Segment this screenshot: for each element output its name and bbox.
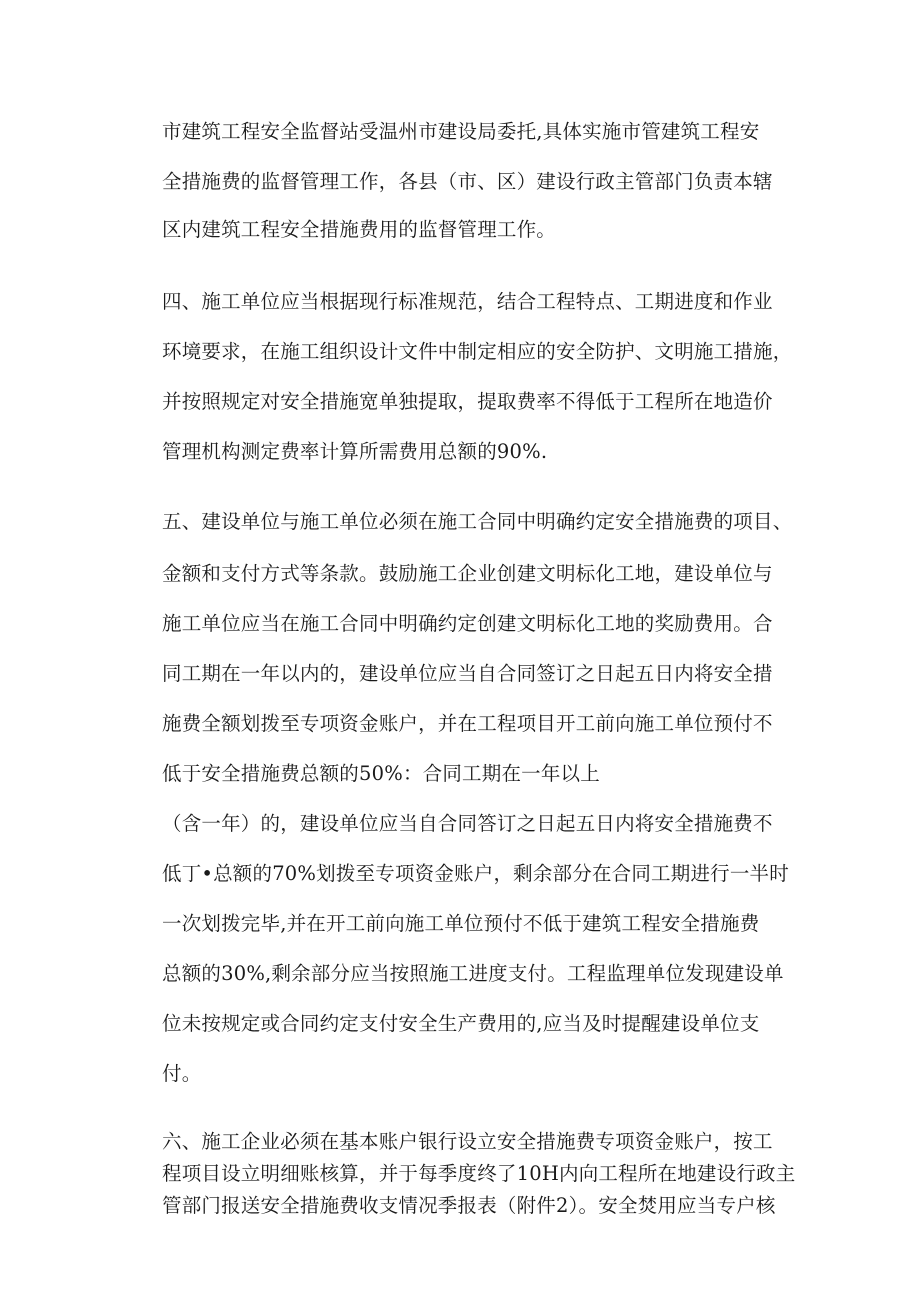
paragraph-6-line-2: 程项目设立明细账核算，并于每季度终了10H内向工程所在地建设行政主 [162,1162,796,1185]
paragraph-5-line-7: （含一年）的，建设单位应当自合同答订之日起五日内将安全措施费不 [162,812,773,835]
paragraph-5-line-4: 同工期在一年以内的，建设单位应当自合同签订之日起五日内将安全措 [162,662,773,685]
paragraph-5-line-2: 金额和支付方式等条款。鼓励施工企业创建文明标化工地，建设单位与 [162,562,773,585]
paragraph-4-line-1: 四、施工单位应当根据现行标准规范，结合工程特点、工期进度和作业 [162,290,773,313]
paragraph-5-line-8: 低丁•总额的70%划拨至专项资金账户，剩余部分在合同工期进行一半时 [162,862,789,885]
paragraph-5-line-1: 五、建设单位与施工单位必须在施工合同中明确约定安全措施费的项目、 [162,510,793,533]
paragraph-5-line-10: 总额的30%,剩余部分应当按照施工进度支付。工程监理单位发现建设单 [162,962,784,985]
paragraph-4-line-2: 环境要求，在施工组织设计文件中制定相应的安全防护、文明施工措施， [162,340,793,363]
paragraph-5-line-5: 施费全额划拨至专项资金账户，并在工程项目开工前向施工单位预付不 [162,712,773,735]
paragraph-6-line-1: 六、施工企业必须在基本账户银行设立安全措施费专项资金账户，按工 [162,1130,773,1153]
paragraph-5-line-11: 位未按规定或合同约定支付安全生产费用的,应当及时提醒建设单位支 [162,1012,760,1035]
paragraph-5-line-6: 低于安全措施费总额的50%：合同工期在一年以上 [162,762,600,785]
paragraph-4-line-4: 管理机构测定费率计算所需费用总额的90%. [162,440,548,463]
paragraph-5-line-3: 施工单位应当在施工合同中明确约定创建文明标化工地的奖励费用。合 [162,612,773,635]
paragraph-5-line-9: 一次划拨完毕,并在开工前向施工单位预付不低于建筑工程安全措施费 [162,912,760,935]
paragraph-3-line-2: 全措施费的监督管理工作，各县（市、区）建设行政主管部门负责本辖 [162,170,773,193]
paragraph-4-line-3: 并按照规定对安全措施宽单独提取，提取费率不得低于工程所在地造价 [162,390,773,413]
paragraph-6-line-3: 管部门报送安全措施费收支情况季报表（附件2）。安全焚用应当专户核 [162,1194,776,1217]
paragraph-5-line-12: 付。 [162,1062,202,1085]
paragraph-3-line-3: 区内建筑工程安全措施费用的监督管理工作。 [162,218,557,241]
paragraph-3-line-1: 市建筑工程安全监督站受温州市建设局委托,具体实施市管建筑工程安 [162,120,760,143]
